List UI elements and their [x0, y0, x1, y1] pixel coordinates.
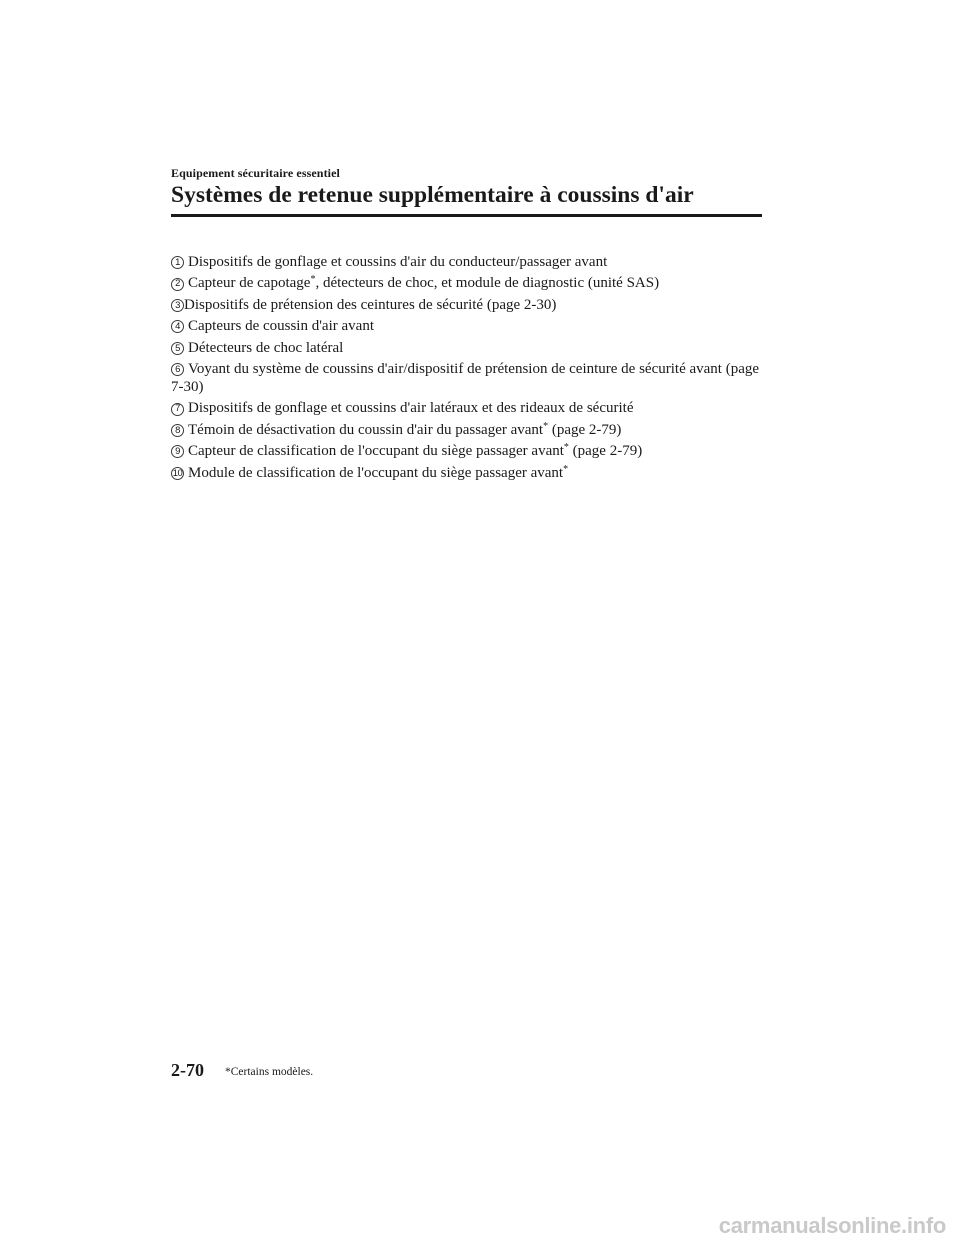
asterisk-marker: * — [563, 463, 569, 475]
item-text-continued: (page 2-79) — [548, 421, 622, 438]
item-text: Capteur de classification de l'occupant du siège passager avant — [188, 443, 564, 460]
list-item — [171, 339, 771, 357]
page-number: 2-70 — [171, 1060, 204, 1080]
item-text: Détecteurs de choc latéral — [188, 339, 344, 356]
item-text-continued: , détecteurs de choc, et module de diagnostic (unité SAS) — [315, 275, 660, 292]
circled-number-9-icon: 9 — [171, 445, 184, 458]
page-title: Systèmes de retenue supplémentaire à coussins d'air — [171, 182, 694, 208]
item-text: Capteur de capotage — [188, 275, 311, 292]
list-item — [171, 442, 771, 460]
list-item — [171, 296, 771, 314]
component-legend-list — [171, 253, 771, 485]
item-text: Module de classification de l'occupant du siège passager avant — [188, 464, 564, 481]
item-text: Dispositifs de prétension des ceintures de sécurité (page 2-30) — [184, 296, 557, 313]
item-text: Capteurs de coussin d'air avant — [188, 318, 374, 335]
title-divider — [171, 214, 762, 217]
item-text: Dispositifs de gonflage et coussins d'air latéraux et des rideaux de sécurité — [188, 400, 634, 417]
item-text: Voyant du système de coussins d'air/dispositif de prétension de ceinture de sécurité avant (page 7-30) — [171, 360, 760, 395]
asterisk-marker: * — [563, 442, 569, 454]
item-text-continued: (page 2-79) — [568, 443, 643, 460]
list-item — [171, 464, 771, 482]
circled-number-6-icon: 6 — [171, 363, 184, 376]
list-item — [171, 399, 771, 417]
list-item — [171, 317, 771, 335]
item-text: Témoin de désactivation du coussin d'air du passager avant — [188, 421, 544, 438]
asterisk-marker: * — [543, 420, 549, 432]
watermark: carmanualsonline.info — [718, 1213, 946, 1238]
circled-number-10-icon: 10 — [172, 467, 183, 479]
footnote: *Certains modèles. — [225, 1066, 314, 1078]
circled-number-5-icon: 5 — [171, 342, 184, 355]
asterisk-marker: * — [310, 274, 316, 286]
circled-number-8-icon: 8 — [171, 424, 184, 437]
list-item — [171, 274, 771, 292]
circled-number-4-icon: 4 — [171, 320, 184, 333]
list-item — [171, 421, 771, 439]
circled-number-2-icon: 2 — [171, 278, 184, 291]
list-item — [171, 360, 771, 396]
circled-number-1-icon: 1 — [171, 256, 184, 269]
list-item — [171, 253, 771, 271]
circled-number-3-icon: 3 — [171, 299, 184, 312]
item-text: Dispositifs de gonflage et coussins d'air du conducteur/passager avant — [188, 254, 608, 270]
circled-number-7-icon: 7 — [171, 403, 184, 416]
section-label: Equipement sécuritaire essentiel — [171, 166, 340, 180]
